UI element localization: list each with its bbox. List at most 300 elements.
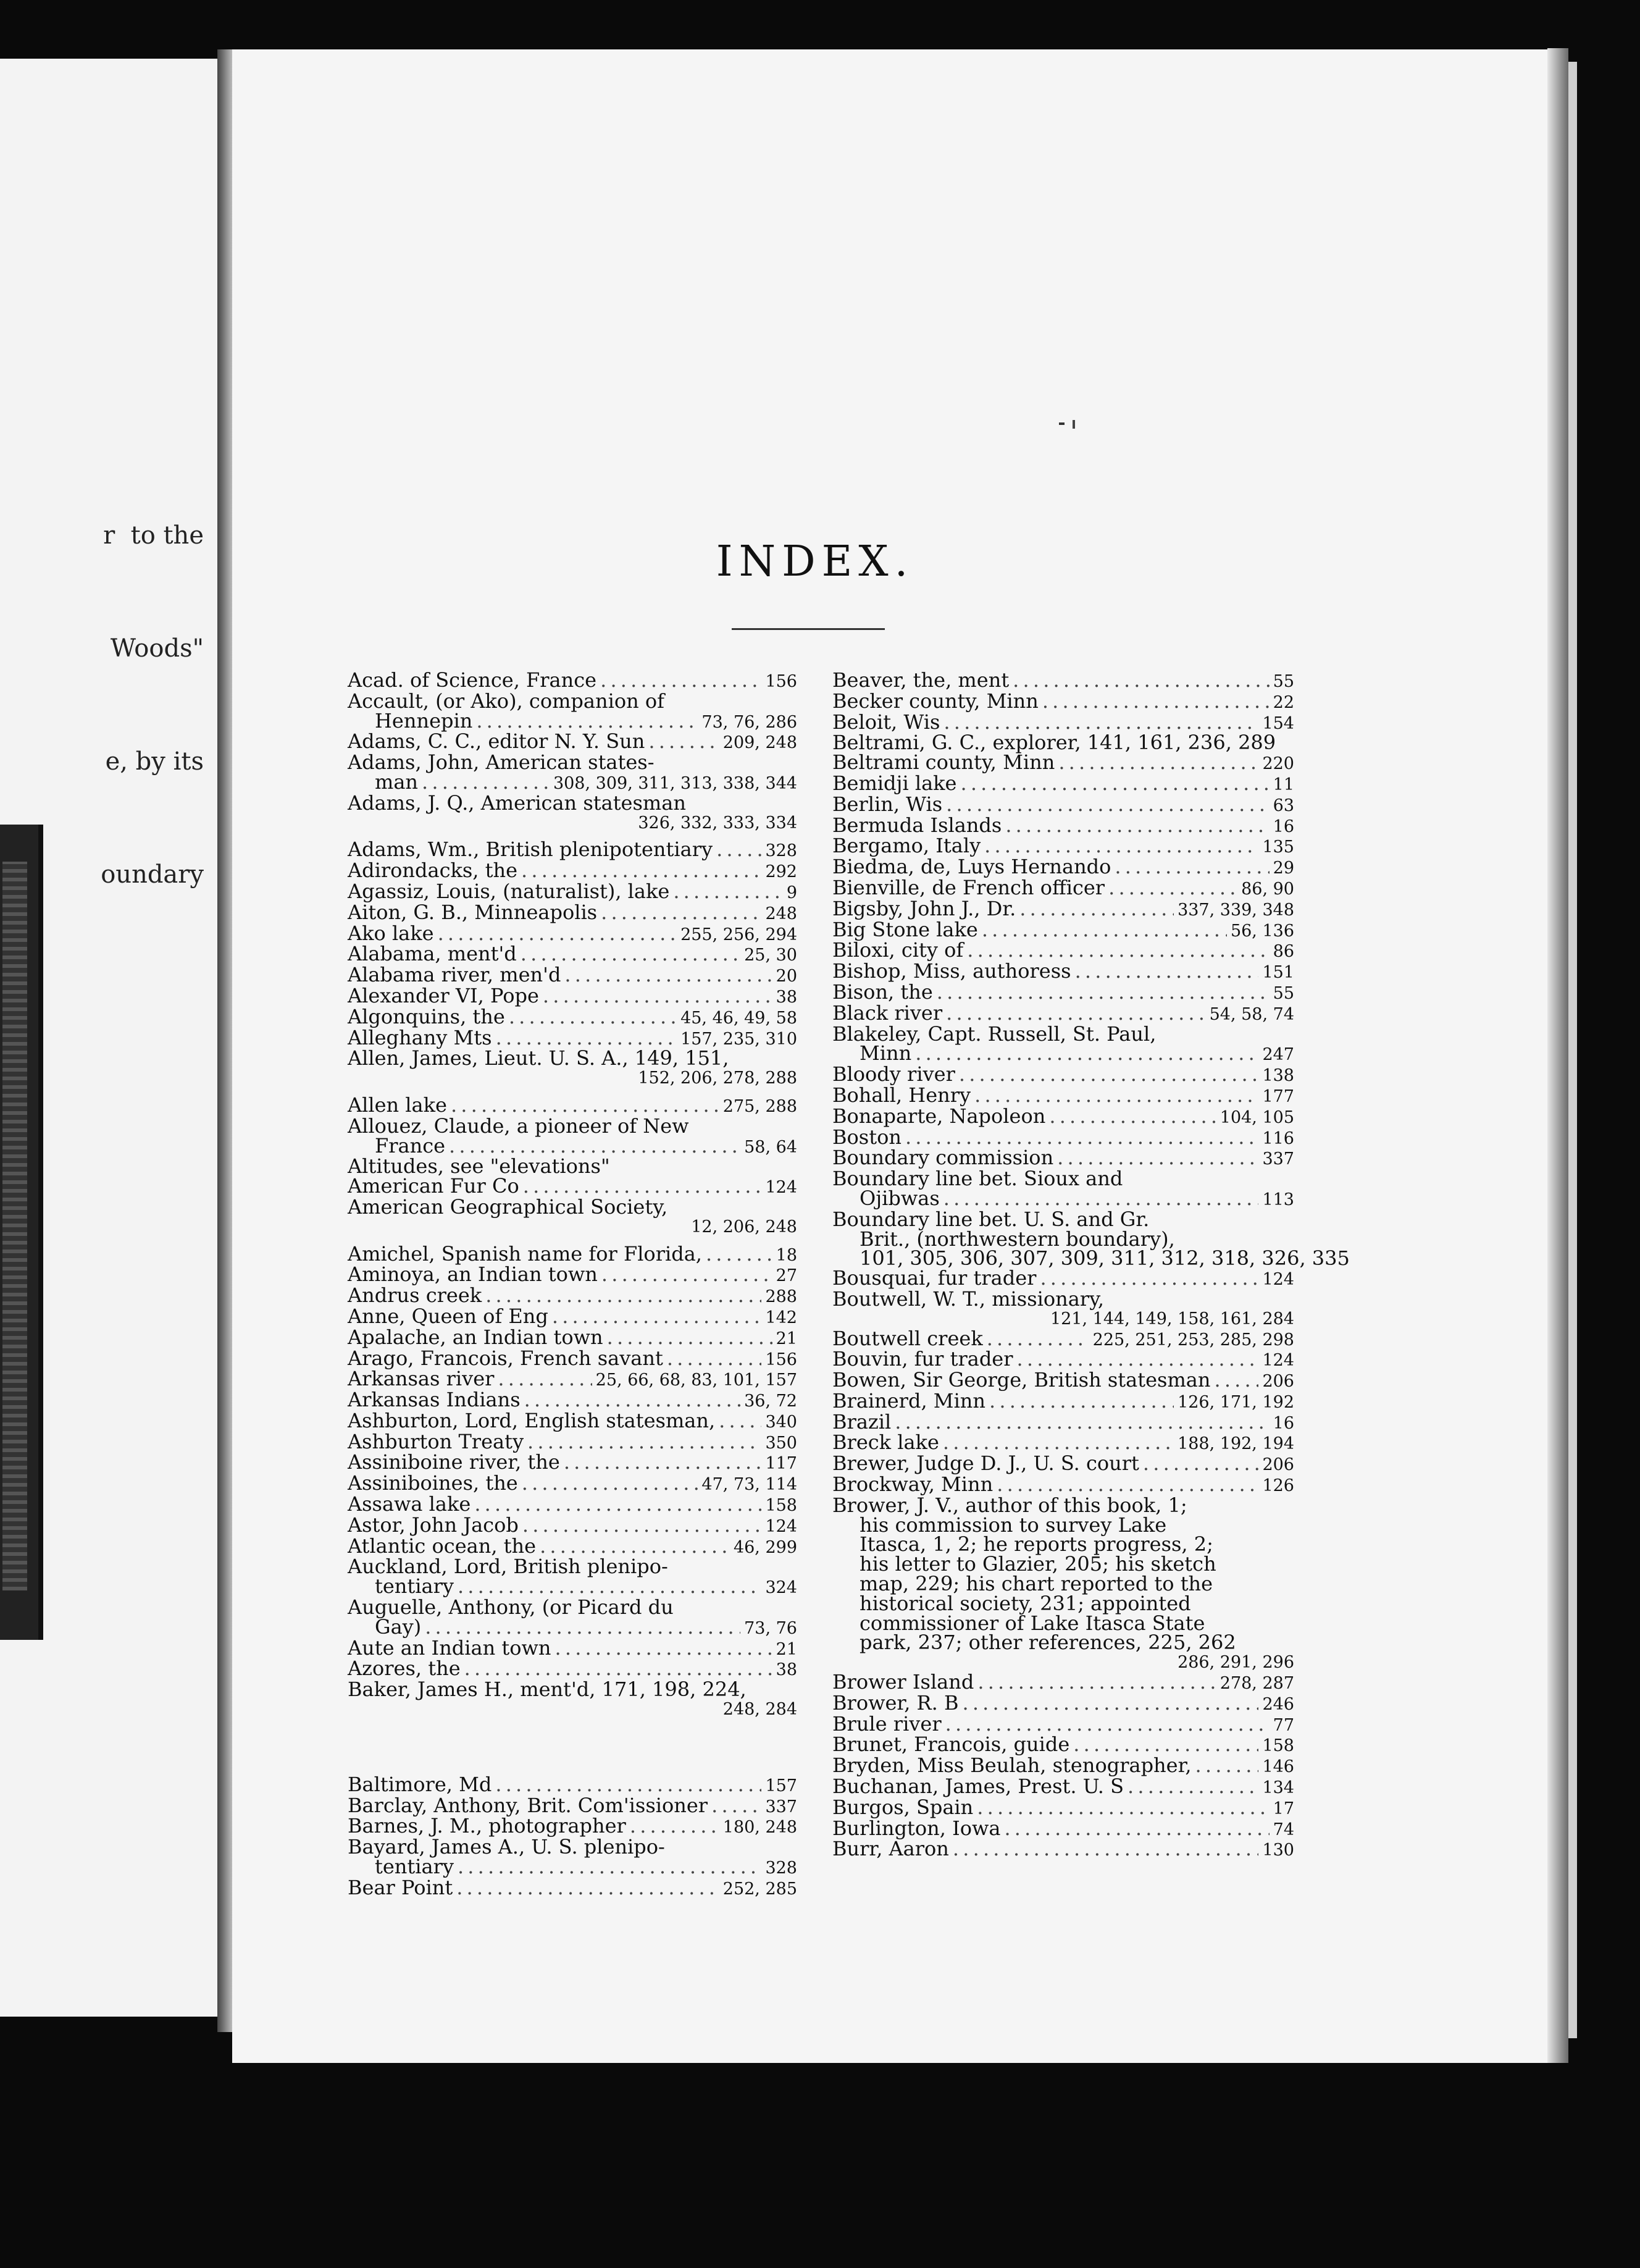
entry-text: Boundary commission [832,1146,1054,1170]
page-numbers: 22 [1273,692,1294,712]
leader-dots [716,840,761,860]
entry-text: Adams, C. C., editor N. Y. Sun [348,729,645,754]
page-numbers: 46, 299 [733,1537,797,1557]
index-entry-line [832,857,1294,878]
index-entry-line [348,1513,797,1537]
index-entry [832,1368,1294,1392]
entry-text: map, 229; his chart reported to the [860,1572,1213,1596]
page-numbers: 337 [1262,1149,1294,1169]
leader-dots [422,773,550,792]
entry-text: Big Stone lake [832,917,978,941]
entry-text: Itasca, 1, 2; he reports progress, 2; [860,1532,1213,1556]
index-entry [832,771,1294,795]
entry-text: Hennepin [375,708,473,733]
page-numbers: 63 [1273,796,1294,815]
leader-dots [959,1065,1259,1085]
index-entry [348,900,797,924]
entry-text: Brazil [832,1409,892,1434]
leader-dots [1143,1454,1259,1474]
leader-dots [1058,753,1258,773]
page-numbers: 158 [765,1496,797,1516]
index-entry [832,1756,1294,1777]
index-entry-line [832,1816,1294,1840]
page-numbers: 177 [1262,1086,1294,1106]
entry-text: Black river [832,1001,943,1025]
entry-text: Adams, J. Q., American statesman [348,791,686,815]
entry-text: Allen, James, Lieut. U. S. A., 149, 151, [348,1046,729,1070]
entry-text: Brit., (northwestern boundary), [860,1227,1175,1251]
leader-dots [1013,671,1269,691]
entry-text: Assiniboines, the [348,1471,518,1495]
entry-text: Brule river [832,1712,942,1736]
page-numbers: 337 [765,1797,797,1816]
index-entry-line [348,879,797,903]
entry-text: Alleghany Mts [348,1025,492,1049]
entry-text: Aminoya, an Indian town [348,1262,598,1287]
page-numbers: 206 [1262,1455,1294,1475]
index-entry [832,1001,1294,1025]
entry-text: Burr, Aaron [832,1837,949,1861]
entry-text: Ako lake [348,921,434,945]
index-entry-line [348,1574,797,1598]
page-numbers: 17 [1273,1799,1294,1818]
page-numbers: 206 [1262,1372,1294,1392]
index-entry-line [832,689,1294,713]
entry-text: Ojibwas [860,1186,940,1210]
index-entry [348,1369,797,1390]
index-entry-line [348,1615,797,1639]
index-entry-line [832,1368,1294,1392]
leader-dots [564,1453,762,1472]
index-entry [832,1795,1294,1819]
leader-dots [937,983,1270,1002]
left-page-text-fragments [101,442,204,969]
page-numbers: 324 [765,1578,797,1598]
index-entry-line [348,965,797,986]
index-entry [832,1083,1294,1107]
index-entry [348,1408,797,1432]
index-entry [348,1557,797,1598]
leader-dots [451,1096,719,1115]
index-entry-line [348,900,797,924]
index-entry-line [348,1241,797,1266]
index-entry-line [348,1025,797,1049]
page-numbers: 124 [765,1516,797,1536]
leader-dots [648,732,719,752]
page-numbers: 209, 248 [722,733,797,753]
entry-text: Altitudes, see "elevations" [348,1154,610,1178]
index-entry [348,1114,797,1157]
leader-dots [527,1432,761,1452]
index-entry [832,1125,1294,1149]
index-entry-line [832,1326,1294,1350]
page-numbers: 308, 309, 311, 313, 338, 344 [553,773,797,793]
index-entry [832,1430,1294,1455]
index-entry-line [832,1041,1294,1065]
leader-dots [1004,1819,1269,1839]
entry-gap [348,1720,797,1775]
index-entry [348,1429,797,1453]
index-entry-line [348,708,797,733]
leader-dots [962,1694,1258,1713]
index-entry-line [832,1207,1294,1231]
entry-text: Beltrami county, Minn [832,750,1055,775]
page-numbers: 255, 256, 294 [680,925,797,944]
index-entry [832,959,1294,983]
index-entry-line [832,959,1294,983]
page-numbers: 326, 332, 333, 334 [638,813,797,833]
index-entry-line [832,1670,1294,1694]
leader-dots [1057,1148,1258,1168]
page-numbers: 157, 235, 310 [680,1029,797,1049]
index-entry [348,1390,797,1411]
page-numbers: 135 [1262,838,1294,857]
page-numbers: 138 [1262,1066,1294,1086]
entry-text: Assawa lake [348,1492,471,1516]
index-entry-line [348,1875,797,1899]
index-entry [348,1816,797,1838]
entry-text: Becker county, Minn [832,689,1039,713]
entry-text: his commission to survey Lake [860,1513,1167,1537]
page-numbers: 247 [1262,1045,1294,1065]
leader-dots [498,1369,592,1389]
page-numbers: 25, 30 [744,946,797,965]
page-numbers: 117 [765,1454,797,1474]
entry-text: Bousquai, fur trader [832,1266,1037,1290]
index-entry-line [832,1712,1294,1736]
page-numbers: 126, 171, 192 [1178,1392,1294,1412]
index-entry-line [832,1732,1294,1757]
page-numbers: 86, 90 [1241,879,1294,899]
entry-text: Bishop, Miss, authoress [832,959,1071,983]
leader-dots [564,965,772,985]
page-numbers: 77 [1273,1715,1294,1735]
index-entry-line [832,1186,1294,1210]
leader-dots [522,1474,698,1493]
entry-text: Bigsby, John J., Dr. [832,896,1016,920]
page-numbers: 124 [1262,1270,1294,1290]
leader-dots [1073,1735,1258,1755]
page-numbers: 21 [776,1639,797,1659]
page-numbers: 58, 64 [744,1137,797,1157]
left-fragment: oundary [101,860,204,889]
entry-text: 101, 305, 306, 307, 309, 311, 312, 318, 326, 335 [860,1246,1350,1270]
entry-text: Gay) [375,1615,422,1639]
index-entry-line [348,1492,797,1516]
page-numbers: 16 [1273,817,1294,836]
leader-dots [711,1796,761,1816]
leader-dots [509,1007,677,1027]
index-entry-line [832,1591,1294,1615]
index-entry-line [348,1793,797,1817]
entry-text: Adirondacks, the [348,859,518,883]
leader-dots [476,712,698,731]
entry-text: Brower, J. V., author of this book, 1; [832,1493,1187,1517]
entry-text: Arago, Francois, French savant [348,1346,663,1370]
page-numbers: 220 [1262,754,1294,774]
index-entry-line [832,1388,1294,1413]
index-entry-line [832,1472,1294,1497]
index-entry-line [832,1633,1294,1653]
entry-text: Amichel, Spanish name for Florida, [348,1241,702,1266]
index-entry [832,1493,1294,1673]
entry-text: Auguelle, Anthony, (or Picard du [348,1595,674,1619]
index-entry-line [348,921,797,945]
index-entry-line [348,1114,797,1138]
index-entry-line [832,668,1294,692]
page-numbers: 154 [1262,713,1294,733]
entry-text: Bonaparte, Napoleon [832,1104,1046,1128]
leader-dots [496,1028,677,1048]
index-entry-line [348,1408,797,1432]
page-numbers: 275, 288 [722,1096,797,1116]
index-entry [348,1262,797,1287]
entry-text: Buchanan, James, Prest. U. S [832,1774,1124,1799]
index-column-right [832,668,1350,1861]
entry-text: Auckland, Lord, British plenipo- [348,1555,668,1579]
index-entry-line [832,836,1294,857]
entry-text: Aiton, G. B., Minneapolis [348,900,598,924]
index-entry-line [348,791,797,815]
index-entry [832,917,1294,941]
entry-text: Aute an Indian town [348,1636,551,1660]
entry-text: Adams, John, American states- [348,750,655,775]
index-entry [832,1169,1294,1210]
leader-dots [1042,692,1270,712]
index-entry-line [348,1004,797,1028]
leader-dots [977,1673,1216,1692]
index-entry [348,791,797,833]
leader-dots [601,903,761,923]
index-entry [348,1283,797,1308]
index-entry-line [832,1125,1294,1149]
entry-text: Brower, R. B [832,1690,959,1715]
entry-text: Assiniboine river, the [348,1450,560,1474]
leader-dots [458,1577,762,1597]
leader-dots [464,1659,772,1679]
index-entry [832,1148,1294,1169]
index-entry-line [832,1062,1294,1086]
index-entry-line [348,1857,797,1878]
page-numbers: 350 [765,1433,797,1453]
page-numbers: 248, 284 [722,1700,797,1720]
leader-dots [982,920,1227,940]
index-entry [348,944,797,965]
index-entry [348,983,797,1007]
page-numbers: 121, 144, 149, 158, 161, 284 [1050,1309,1294,1329]
index-entry-line [348,1680,797,1700]
entry-text: American Fur Co [348,1174,519,1198]
entry-text: man [375,770,419,794]
index-entry-line [348,668,797,692]
index-entry [832,1388,1294,1413]
index-entry [832,1690,1294,1715]
index-entry-line [832,1266,1294,1290]
index-entry [348,1680,797,1720]
leader-dots [1075,962,1259,981]
leader-dots [1214,1371,1258,1390]
page-numbers: 116 [1262,1128,1294,1148]
index-entry-line [348,1046,797,1070]
index-entry [348,1195,797,1237]
leader-dots [706,1245,772,1264]
index-entry [832,1472,1294,1497]
index-entry [348,1471,797,1495]
leader-dots [946,795,1269,815]
leader-dots [967,941,1269,960]
index-entry-line [832,896,1294,920]
page-numbers: 152, 206, 278, 288 [638,1069,797,1088]
page-numbers: 157 [765,1776,797,1796]
entry-text: Boston [832,1125,902,1149]
leader-dots [607,1328,772,1348]
entry-text: Beloit, Wis [832,710,940,734]
page-title: INDEX. [716,537,914,586]
left-fragment: r to the [103,521,204,550]
index-entry-line [348,1283,797,1308]
leader-dots [1049,1107,1216,1127]
index-entry [348,1450,797,1474]
leader-dots [960,774,1269,794]
index-entry-line [832,1430,1294,1455]
index-entry [348,1875,797,1899]
page-numbers: 73, 76 [744,1618,797,1638]
page-numbers: 126 [1262,1476,1294,1496]
page-numbers: 16 [1273,1413,1294,1433]
leader-dots [943,1189,1259,1209]
leader-dots [495,1775,761,1795]
index-entry-line [348,1450,797,1474]
leader-dots [552,1307,762,1327]
index-entry [832,1451,1294,1476]
index-entry [348,1793,797,1817]
index-entry [832,1712,1294,1736]
index-entry-line [348,1659,797,1680]
entry-text: Apalache, an Indian town [348,1325,603,1349]
entry-text: Bayard, James A., U. S. plenipo- [348,1835,665,1859]
index-entry [832,1816,1294,1840]
index-entry [832,980,1294,1004]
index-entry [348,921,797,945]
entry-text: Breck lake [832,1430,939,1455]
index-entry [348,668,797,692]
leader-dots [425,1618,740,1637]
index-entry-line [348,840,797,861]
index-entry [832,1670,1294,1694]
index-entry-line [348,729,797,754]
page-numbers: 11 [1273,775,1294,794]
page-numbers: 20 [776,967,797,986]
index-entry [832,1839,1294,1860]
page-numbers: 86 [1273,942,1294,962]
index-entry [348,1772,797,1796]
left-fragment: e, by its [105,747,204,776]
index-entry-line [832,1409,1294,1434]
entry-text: Baker, James H., ment'd, 171, 198, 224, [348,1678,747,1702]
entry-text: Barnes, J. M., photographer [348,1814,626,1838]
index-entry [832,813,1294,837]
entry-text: Bowen, Sir George, British statesman [832,1368,1211,1392]
index-entry-line [832,792,1294,816]
leader-dots [543,986,772,1006]
index-entry-line [348,1195,797,1219]
entry-text: commissioner of Lake Itasca State [860,1611,1205,1635]
page-numbers: 151 [1262,963,1294,983]
entry-text: Burgos, Spain [832,1795,974,1819]
leader-dots [1108,878,1237,898]
index-entry-line [832,771,1294,795]
leader-dots [943,713,1258,733]
entry-text: Agassiz, Louis, (naturalist), lake [348,879,670,903]
entry-text: his letter to Glazier, 205; his sketch [860,1552,1216,1576]
entry-text: Boundary line bet. Sioux and [832,1167,1123,1191]
entry-text: Adams, Wm., British plenipotentiary [348,838,713,862]
entry-text: Berlin, Wis [832,792,943,816]
index-entry [348,1304,797,1328]
entry-text: Atlantic ocean, the [348,1534,537,1558]
title-rule [732,628,885,630]
leader-dots [1128,1777,1258,1797]
index-entry [832,836,1294,857]
page-numbers: 113 [1262,1190,1294,1209]
index-entry [348,1004,797,1028]
index-entry [348,840,797,861]
index-entry-line [348,1174,797,1198]
entry-text: Minn [860,1041,912,1065]
page-numbers: 104, 105 [1220,1107,1294,1127]
leader-dots [1040,1269,1258,1288]
index-entry-line [348,1390,797,1411]
page-numbers: 38 [776,987,797,1007]
entry-text: Burlington, Iowa [832,1816,1001,1840]
index-entry-line [832,1287,1294,1311]
page-numbers: 188, 192, 194 [1178,1434,1294,1454]
left-fragment: Woods" [110,634,204,663]
index-entry-line [348,1346,797,1370]
index-entry-line [348,1369,797,1390]
index-column-left [348,668,797,1899]
page-numbers: 27 [776,1266,797,1286]
index-entry-line [832,1690,1294,1715]
entry-text: Astor, John Jacob [348,1513,519,1537]
index-entry-line [348,1429,797,1453]
page-numbers: 286, 291, 296 [1178,1653,1294,1673]
index-entry-line [348,1534,797,1558]
index-entry [832,896,1294,920]
index-entry-line [832,1493,1294,1517]
entry-text: Acad. of Science, France [348,668,597,692]
entry-text: Bloody river [832,1062,955,1086]
entry-text: Azores, the [348,1657,461,1681]
page-numbers: 54, 58, 74 [1209,1004,1294,1024]
index-entry [348,965,797,986]
leader-dots [449,1136,740,1156]
leader-dots [438,924,677,944]
entry-text: France [375,1133,446,1157]
entry-text: Arkansas river [348,1367,495,1391]
leader-dots [1017,1350,1259,1369]
leader-dots [601,1265,772,1285]
page-numbers: 288 [765,1287,797,1307]
index-entry-line [832,1104,1294,1128]
entry-text: Alabama river, men'd [348,963,561,987]
page-numbers: 278, 287 [1220,1674,1294,1694]
leader-dots [485,1286,761,1306]
page-numbers: 55 [1273,983,1294,1003]
index-entry-line [348,1772,797,1796]
index-entry [832,938,1294,962]
leader-dots [1005,816,1269,836]
